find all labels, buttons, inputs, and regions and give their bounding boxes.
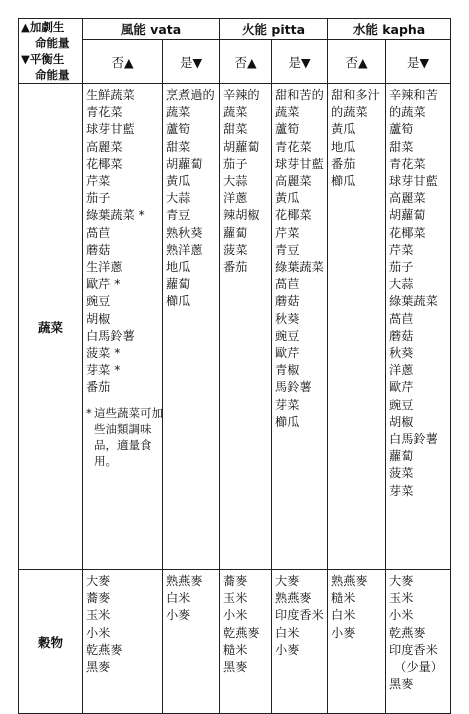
footnote [86,405,168,469]
food-item: 萵苣 [389,311,414,326]
food-item: 蔬菜 [275,105,300,120]
food-item: 小麥 [166,608,191,623]
food-item: 高麗菜 [389,191,426,206]
food-item: 白馬鈴薯 [389,432,438,447]
cell-kapha-no [328,84,386,570]
food-item: 大麥 [86,574,111,588]
food-item: 黑麥 [223,660,248,675]
food-item: 青豆 [166,208,191,223]
footnote-text: 這些蔬菜可加些油類調味品，適量食用。 [94,405,163,468]
food-item: 甜菜 [223,122,248,137]
food-item: 番茄 [223,260,248,275]
row-label-vegetables: 蔬菜 [19,84,83,570]
food-item: 綠葉蔬菜 [275,260,324,275]
corner-legend [19,19,83,84]
food-item: 菠菜 [223,242,248,257]
food-item: 茄子 [86,191,111,206]
cell-vata-no [83,570,163,714]
food-item: 青椒 [275,363,300,378]
food-item: 的蔬菜 [389,105,426,120]
food-item: 糙米 [223,642,248,657]
food-item: 菠菜 * [86,346,121,361]
food-item: 熟洋蔥 [166,242,203,257]
food-item: 綠葉蔬菜 * [86,208,145,223]
food-item: 甜和多汁 [331,88,380,102]
cell-vata-yes [163,570,220,714]
food-item: 熟燕麥 [166,574,203,588]
food-item: 秋葵 [275,311,300,326]
food-item: 黃瓜 [275,191,300,206]
food-item: 熟燕麥 [275,591,312,606]
food-item: 大蒜 [389,277,414,292]
food-item: 洋蔥 [389,363,414,378]
food-item: 青花菜 [275,139,312,154]
food-item: 芽菜 [275,397,300,412]
food-item: 甜和苦的 [275,88,324,102]
food-item: 小麥 [275,642,300,657]
cell-kapha-yes [386,84,451,570]
food-item: 小米 [389,608,414,623]
food-item: 白米 [166,591,191,606]
food-item: 白米 [331,608,356,623]
food-item: 高麗菜 [275,174,312,189]
food-item: 白米 [275,625,300,640]
cell-pitta-no [220,570,272,714]
food-item: 馬鈴薯 [275,380,312,395]
food-item: 蘆筍 [275,122,300,137]
food-item: 櫛瓜 [166,294,191,309]
food-item: 花椰菜 [86,156,123,171]
food-item: 番茄 [331,156,356,171]
food-item: 青花菜 [86,105,123,120]
food-item: 乾燕麥 [86,642,123,657]
sub-header-row [19,40,451,84]
cell-pitta-yes [272,570,328,714]
sub-header-kapha-yes: 是▼ [386,40,451,84]
food-item: 球芽甘藍 [86,122,135,137]
food-item: 地瓜 [166,260,191,275]
row-label-grains: 穀物 [19,570,83,714]
food-item: 秋葵 [389,346,414,361]
food-item: 小米 [223,608,248,623]
food-item: 小麥 [331,625,356,640]
food-item: 茄子 [389,260,414,275]
food-item: 生洋蔥 [86,260,123,275]
food-item: 胡蘿蔔 [223,139,260,154]
food-item: 的蔬菜 [331,105,368,120]
food-item: 辣胡椒 [223,208,260,223]
food-item: 生鮮蔬菜 [86,88,135,102]
legend-balance: ▼平衡生 [21,52,65,66]
food-item: 芽菜 * [86,363,121,378]
food-item: 糙米 [331,591,356,606]
row-grains [19,570,451,714]
food-item: 蘿蔔 [166,277,191,292]
food-item: 芹菜 [275,225,300,240]
food-item: 蘑菇 [275,294,300,309]
food-item: 甜菜 [166,139,191,154]
food-item: 黃瓜 [331,122,356,137]
food-item: 小米 [86,625,111,640]
legend-balance-cont: 命能量 [35,68,70,82]
food-item: 球芽甘藍 [275,156,324,171]
food-item: 菠菜 [389,466,414,481]
sub-header-kapha-no: 否▲ [328,40,386,84]
food-item: 胡蘿蔔 [166,156,203,171]
dosha-header-pitta: 火能 pitta [220,19,328,40]
food-item: 乾燕麥 [389,625,426,640]
food-item: 蘿蔔 [223,225,248,240]
food-item: 蘆筍 [166,122,191,137]
food-item: 熟燕麥 [331,574,368,588]
food-item: 大蒜 [166,191,191,206]
food-item: 玉米 [389,591,414,606]
food-item: 胡椒 [389,414,414,429]
food-item: 辛辣和苦 [389,88,438,102]
food-item: 玉米 [223,591,248,606]
food-item: 黃瓜 [166,174,191,189]
food-item: 櫛瓜 [275,414,300,429]
food-item: 熟秋葵 [166,225,203,240]
food-item: 辛辣的 [223,88,260,102]
row-vegetables [19,84,451,570]
food-item: 青豆 [275,242,300,257]
food-item: 大麥 [389,574,414,588]
food-item: 豌豆 [275,328,300,343]
food-item: 蘑菇 [389,328,414,343]
food-item: 烹煮過的 [166,88,215,102]
food-item: 玉米 [86,608,111,623]
dosha-header-vata: 風能 vata [83,19,220,40]
food-item: 乾燕麥 [223,625,260,640]
food-item: 印度香米 [389,642,438,657]
food-item: 胡椒 [86,311,111,326]
food-item: 地瓜 [331,139,356,154]
food-item: 黑麥 [389,677,414,692]
food-item: 蕎麥 [223,574,248,588]
sub-header-pitta-yes: 是▼ [272,40,328,84]
sub-header-vata-no: 否▲ [83,40,163,84]
food-item: 蔬菜 [223,105,248,120]
food-item: （少量） [394,660,443,675]
food-item: 蘑菇 [86,242,111,257]
food-item: 花椰菜 [275,208,312,223]
food-item: 胡蘿蔔 [389,208,426,223]
food-item: 球芽甘藍 [389,174,438,189]
dosha-header-row [19,19,451,40]
food-item: 豌豆 [389,397,414,412]
sub-header-pitta-no: 否▲ [220,40,272,84]
food-item: 茄子 [223,156,248,171]
food-item: 大蒜 [223,174,248,189]
cell-kapha-no [328,570,386,714]
sub-header-vata-yes: 是▼ [163,40,220,84]
food-item: 蔬菜 [166,105,191,120]
food-item: 櫛瓜 [331,174,356,189]
cell-kapha-yes [386,570,451,714]
food-item: 萵苣 [275,277,300,292]
food-item: 大麥 [275,574,300,588]
cell-vata-no [83,84,163,570]
food-item: 洋蔥 [223,191,248,206]
dosha-header-kapha: 水能 kapha [328,19,451,40]
food-item: 黑麥 [86,660,111,675]
food-item: 花椰菜 [389,225,426,240]
food-item: 萵苣 [86,225,111,240]
food-item: 蕎麥 [86,591,111,606]
food-item: 甜菜 [389,139,414,154]
legend-increase: ▲加劇生 [21,20,65,34]
food-item: 番茄 [86,380,111,395]
food-guideline-table [18,18,451,714]
food-item: 綠葉蔬菜 [389,294,438,309]
food-item: 白馬鈴薯 [86,328,135,343]
food-item: 芹菜 [86,174,111,189]
footnote-marker: * [86,405,92,420]
food-item: 蘆筍 [389,122,414,137]
cell-vata-yes [163,84,220,570]
food-item: 芽菜 [389,483,414,498]
food-item: 青花菜 [389,156,426,171]
food-item: 高麗菜 [86,139,123,154]
food-item: 豌豆 [86,294,111,309]
cell-pitta-no [220,84,272,570]
legend-increase-cont: 命能量 [35,36,70,50]
food-item: 印度香米 [275,608,324,623]
food-item: 蘿蔔 [389,449,414,464]
food-item: 歐芹 [275,346,300,361]
food-item: 芹菜 [389,242,414,257]
food-item: 歐芹 [389,380,414,395]
cell-pitta-yes [272,84,328,570]
food-item: 歐芹 * [86,277,121,292]
